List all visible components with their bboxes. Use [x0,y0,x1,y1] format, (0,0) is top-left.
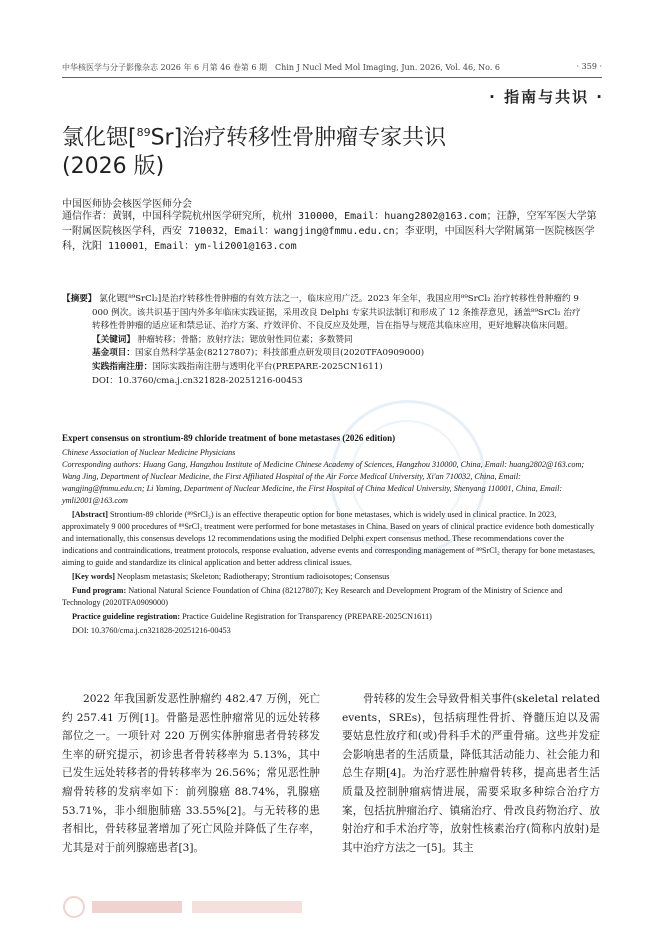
page-number: · 359 · [576,62,602,71]
title-edition: (2026 版) [62,154,165,180]
body-column-left [62,690,320,857]
title-part-1: 氯化锶[ [62,125,137,151]
title-superscript: 89 [136,126,151,139]
author-organization: 中国医师协会核医学医师分会 [62,199,192,210]
doi-cn: DOI：10.3760/cma.j.cn321828-20251216-00453 [92,375,303,386]
registration-label: 实践指南注册： [92,361,153,372]
correspondence: 通信作者：黄钢，中国科学院杭州医学研究所，杭州 310000，Email：huang2802@163.com；汪静，空军军医大学第一附属医院核医学科，西安 710032，Email：wangjing@fmmu.edu.cn；李亚明，中国医科大学附属第一医院核医学科，沈阳 110001，Email：ym-li2001@163.com [62,211,597,252]
english-corresponding: Corresponding authors: Huang Gang, Hangzhou Institute of Medicine Chinese Academy of Sciences, Hangzhou 310000, China, Email: huang2802@163.com; Wang Jing, Department of Nuclear Medicine, the First Affiliated Hospital of the Air Force Medical University, Xi'an 710032, China, Email: wangjing@fmmu.edu.cn; Li Yaming, Department of Nuclear Medicine, the First Hospital of China Medical University, Shenyang 110001, China, Email: ymli2001@163.com [62,460,585,505]
english-keywords-label: [Key words] [72,572,115,581]
english-abstract-text: Strontium-89 chloride (⁸⁹SrCl₂) is an effective therapeutic option for bone metastases, which is widely used in clinical practice. In 2023, approximately 9 000 procedures of ⁸⁹SrCl₂ treatment were performed for bone metastases in China. Based on years of clinical practice evidence both domestically and internationally, this consensus develops 12 recommendations using the modified Delphi expert consensus method. These recommendations cover the indications and contraindications, treatment protocols, response evaluation, adverse events and corresponding management of ⁸⁹SrCl₂ therapy for bone metastases, aiming to guide and standardize its clinical application and better address clinical issues. [62,510,596,567]
header-rule [62,77,602,78]
chinese-abstract [62,293,582,388]
english-keywords-text: Neoplasm metastasis; Skeleton; Radiotherapy; Strontium radioisotopes; Consensus [117,572,390,581]
running-header [62,62,602,73]
registration-text: 国际实践指南注册与透明化平台(PREPARE-2025CN1611) [152,361,383,372]
english-title: Expert consensus on strontium-89 chloride treatment of bone metastases (2026 edition) [62,433,396,443]
english-doi: DOI: 10.3760/cma.j.cn321828-20251216-00453 [72,626,231,635]
english-registration-text: Practice Guideline Registration for Transparency (PREPARE-2025CN1611) [182,612,432,621]
abstract-text: 氯化锶[⁸⁹SrCl₂]是治疗转移性骨肿瘤的有效方法之一，临床应用广泛。2023 年全年，我国应用⁸⁹SrCl₂ 治疗转移性骨肿瘤约 9 000 例次。该共识基于国内外多年临床实践证据，采用改良 Delphi 专家共识法制订和形成了 12 条推荐意见，涵盖⁸⁹SrCl₂ 治疗转移性骨肿瘤的适应证和禁忌证、治疗方案、疗效评价、不良反应及处理，旨在指导与规范其临床应用，更好地解决临床问题。 [92,294,581,332]
body-paragraph: 2022 年我国新发恶性肿瘤约 482.47 万例，死亡约 257.41 万例[1]。骨骼是恶性肿瘤常见的远处转移部位之一。一项针对 220 万例实体肿瘤患者骨转移发生率的研究提示，初诊患者骨转移率为 5.13%，其中已发生远处转移者的骨转移率为 26.56%；常见恶性肿瘤骨转移的发病率如下：前列腺癌 88.74%，乳腺癌 53.71%，非小细胞肺癌 33.55%[2]。与无转移的患者相比，骨转移显著增加了死亡风险并降低了生存率，尤其是对于前列腺癌患者[3]。 [62,693,320,854]
fund-text: 国家自然科学基金(82127807)；科技部重点研发项目(2020TFA0909000) [134,348,425,359]
english-fund-text: National Natural Science Foundation of China (82127807); Key Research and Development Program of the Ministry of Science and Technology (2020TFA0909000) [62,586,563,607]
english-fund-label: Fund program: [72,586,127,595]
publisher-watermark-logo [62,895,322,919]
body-column-right [342,690,600,857]
english-registration-label: Practice guideline registration: [72,612,181,621]
fund-label: 基金项目： [92,348,135,359]
english-org: Chinese Association of Nuclear Medicine Physicians [62,448,236,457]
column-name: · 指南与共识 · [489,88,604,106]
english-abstract-label: [Abstract] [72,510,108,519]
english-abstract [62,447,602,637]
keywords-text: 肿瘤转移；骨骼；放射疗法；锶放射性同位素；多数赞同 [137,334,353,345]
journal-citation: 中华核医学与分子影像杂志 2026 年 6 月第 46 卷第 6 期 Chin J Nucl Med Mol Imaging, Jun. 2026, Vol. 46, No. 6 [62,63,500,72]
article-title [62,118,562,181]
body-paragraph: 骨转移的发生会导致骨相关事件(skeletal related events，SREs)，包括病理性骨折、脊髓压迫以及需要姑息性放疗和(或)骨科手术的严重骨痛。这些并发症会影响患者的生活质量，降低其活动能力、社会能力和总生存期[4]。为治疗恶性肿瘤骨转移，提高患者生活质量及控制肿瘤病情进展，需要采取多种综合治疗方案，包括抗肿瘤治疗、镇痛治疗、骨改良药物治疗、放射治疗和手术治疗等，放射性核素治疗(简称内放射)是其中治疗方法之一[5]。其主 [342,693,600,854]
title-part-2: Sr]治疗转移性骨肿瘤专家共识 [150,125,447,151]
keywords-label: 【关键词】 [92,334,135,345]
abstract-label: 【摘要】 [62,294,97,304]
